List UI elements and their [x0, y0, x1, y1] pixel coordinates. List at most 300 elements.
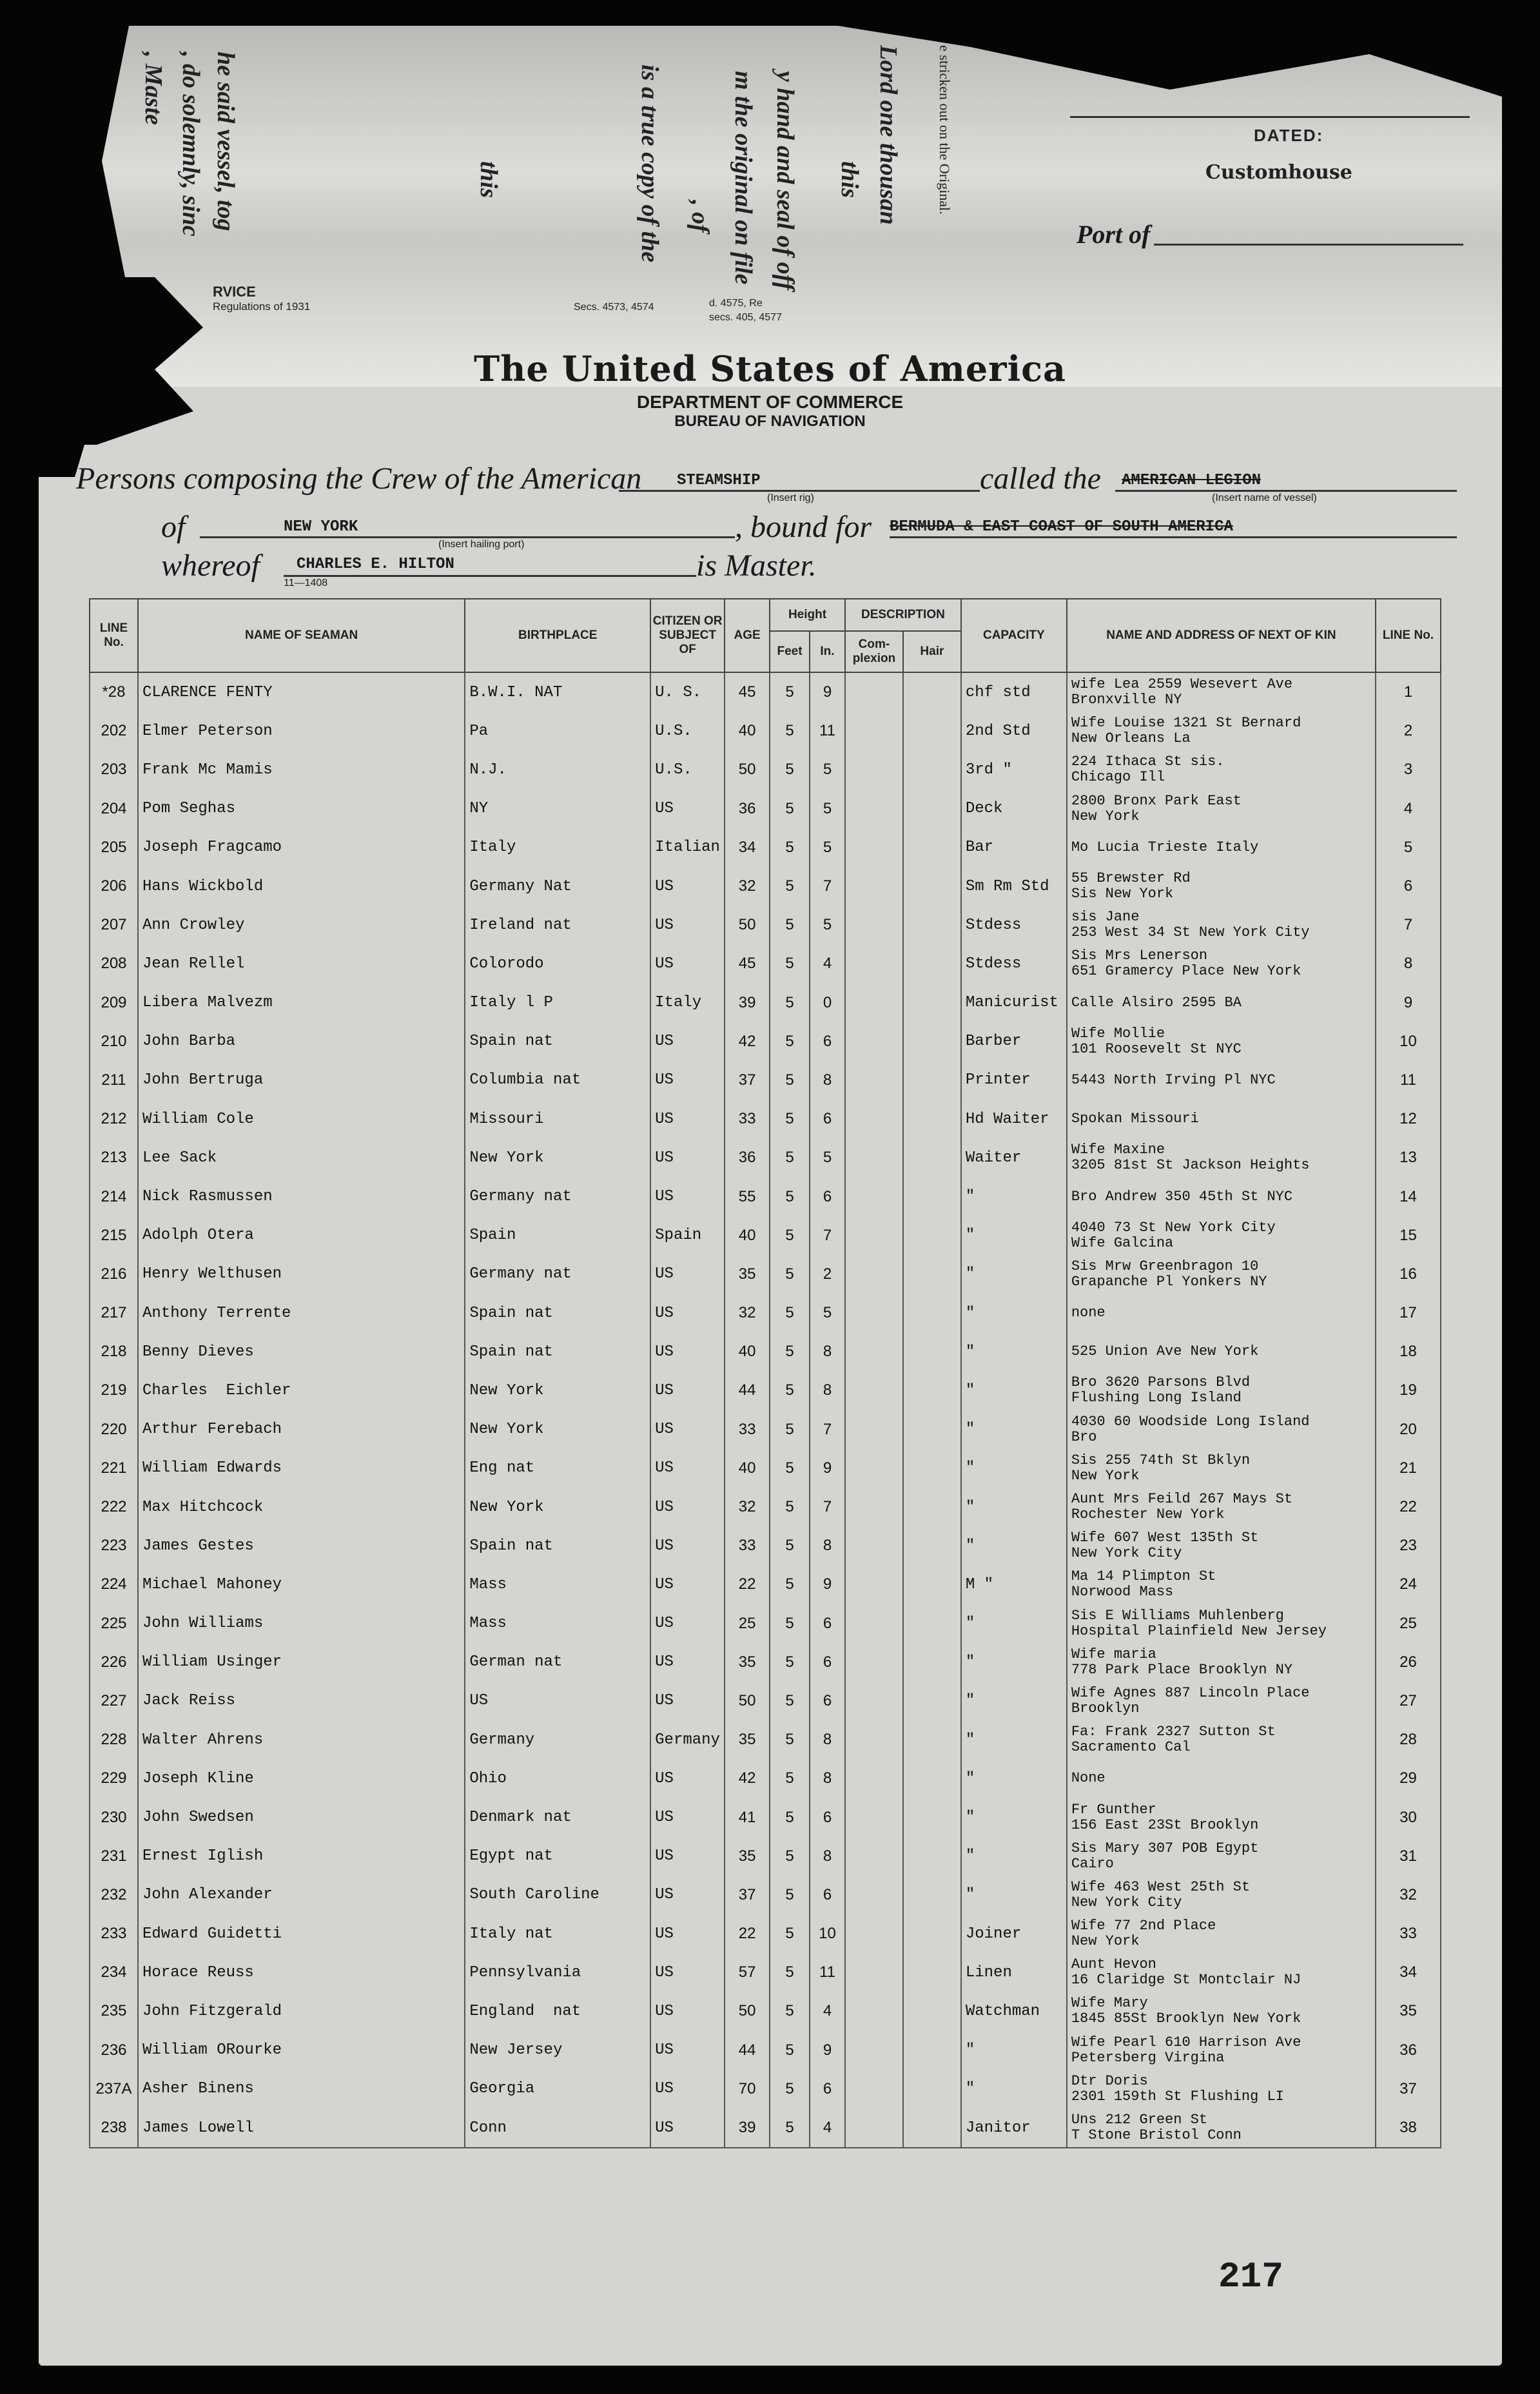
next-of-kin: Wife Louise 1321 St Bernard New Orleans La	[1067, 712, 1376, 750]
height-inches: 8	[810, 1061, 845, 1100]
line-number: 207	[90, 906, 138, 944]
hair	[903, 828, 961, 867]
age: 50	[725, 1682, 770, 1720]
next-of-kin: Mo Lucia Trieste Italy	[1067, 828, 1376, 867]
complexion	[845, 750, 903, 789]
crew-row	[90, 1565, 1441, 1604]
capacity: "	[961, 2031, 1067, 2070]
birthplace: Missouri	[465, 1100, 650, 1138]
capacity: "	[961, 1255, 1067, 1294]
height-feet: 5	[770, 1410, 810, 1449]
age: 37	[725, 1876, 770, 1914]
seaman-name: Joseph Fragcamo	[138, 828, 465, 867]
crew-row	[90, 1488, 1441, 1526]
citizenship: US	[650, 790, 725, 828]
height-inches: 5	[810, 828, 845, 867]
port-line	[200, 536, 735, 538]
line-number: 208	[90, 944, 138, 983]
next-of-kin: Calle Alsiro 2595 BA	[1067, 984, 1376, 1022]
age: 34	[725, 828, 770, 867]
birthplace: Denmark nat	[465, 1798, 650, 1836]
birthplace: Columbia nat	[465, 1061, 650, 1100]
height-feet: 5	[770, 1332, 810, 1371]
line-number-right: 23	[1376, 1526, 1441, 1565]
birthplace: Germany	[465, 1720, 650, 1759]
height-inches: 4	[810, 944, 845, 983]
citizenship: U.S.	[650, 712, 725, 750]
birthplace: Eng nat	[465, 1449, 650, 1488]
birthplace: B.W.I. NAT	[465, 672, 650, 712]
crew-row	[90, 1526, 1441, 1565]
line-number: 216	[90, 1255, 138, 1294]
hair	[903, 1837, 961, 1876]
height-inches: 8	[810, 1332, 845, 1371]
line-number-right: 13	[1376, 1138, 1441, 1177]
height-inches: 9	[810, 672, 845, 712]
col-inches: In.	[810, 631, 845, 672]
height-inches: 6	[810, 1682, 845, 1720]
hair	[903, 1100, 961, 1138]
birthplace: Germany nat	[465, 1255, 650, 1294]
birthplace: Colorodo	[465, 944, 650, 983]
oath-fragment: , of	[687, 200, 714, 233]
crew-row	[90, 1914, 1441, 1953]
line-number: 237A	[90, 2070, 138, 2108]
complexion	[845, 1410, 903, 1449]
next-of-kin: Sis Mrs Lenerson 651 Gramercy Place New York	[1067, 944, 1376, 983]
height-inches: 5	[810, 1294, 845, 1332]
height-feet: 5	[770, 1798, 810, 1836]
birthplace: England nat	[465, 1992, 650, 2030]
complexion	[845, 944, 903, 983]
birthplace: German nat	[465, 1643, 650, 1682]
height-feet: 5	[770, 1643, 810, 1682]
citizenship: Italy	[650, 984, 725, 1022]
capacity: Janitor	[961, 2108, 1067, 2148]
age: 40	[725, 1449, 770, 1488]
citizenship: US	[650, 1914, 725, 1953]
complexion	[845, 1720, 903, 1759]
birthplace: New York	[465, 1138, 650, 1177]
complexion	[845, 1953, 903, 1992]
hair	[903, 1332, 961, 1371]
line-number-right: 14	[1376, 1177, 1441, 1216]
capacity: Stdess	[961, 944, 1067, 983]
line-number-right: 25	[1376, 1604, 1441, 1643]
line-number: 238	[90, 2108, 138, 2148]
heading-title: The United States of America	[473, 348, 1067, 389]
citizenship: US	[650, 944, 725, 983]
port-hint: (Insert hailing port)	[438, 539, 525, 550]
age: 35	[725, 1837, 770, 1876]
col-hair: Hair	[903, 631, 961, 672]
master-name: CHARLES E. HILTON	[297, 556, 454, 573]
citizenship: US	[650, 1294, 725, 1332]
height-feet: 5	[770, 1294, 810, 1332]
birthplace: New Jersey	[465, 2031, 650, 2070]
citizenship: US	[650, 2031, 725, 2070]
crew-row	[90, 944, 1441, 983]
complexion	[845, 1759, 903, 1798]
height-feet: 5	[770, 1992, 810, 2030]
age: 39	[725, 984, 770, 1022]
seaman-name: Walter Ahrens	[138, 1720, 465, 1759]
seaman-name: John Fitzgerald	[138, 1992, 465, 2030]
next-of-kin: Fr Gunther 156 East 23St Brooklyn	[1067, 1798, 1376, 1836]
age: 36	[725, 790, 770, 828]
capacity: chf std	[961, 672, 1067, 712]
seaman-name: Michael Mahoney	[138, 1565, 465, 1604]
height-feet: 5	[770, 1255, 810, 1294]
form-number: 11—1408	[284, 578, 328, 589]
height-feet: 5	[770, 1720, 810, 1759]
line-number-right: 24	[1376, 1565, 1441, 1604]
citizenship: US	[650, 1759, 725, 1798]
line-number-right: 9	[1376, 984, 1441, 1022]
line-number: 219	[90, 1371, 138, 1410]
birthplace: South Caroline	[465, 1876, 650, 1914]
form-heading	[0, 348, 1540, 431]
height-feet: 5	[770, 712, 810, 750]
height-feet: 5	[770, 1100, 810, 1138]
age: 36	[725, 1138, 770, 1177]
birthplace: Germany nat	[465, 1177, 650, 1216]
capacity: "	[961, 1876, 1067, 1914]
age: 32	[725, 1488, 770, 1526]
complexion	[845, 1604, 903, 1643]
oath-fragment: e stricken out on the Original.	[937, 45, 953, 215]
height-inches: 8	[810, 1759, 845, 1798]
age: 42	[725, 1759, 770, 1798]
seaman-name: Max Hitchcock	[138, 1488, 465, 1526]
birthplace: Pennsylvania	[465, 1953, 650, 1992]
next-of-kin: Wife 77 2nd Place New York	[1067, 1914, 1376, 1953]
line-number: 230	[90, 1798, 138, 1836]
seaman-name: Elmer Peterson	[138, 712, 465, 750]
citizenship: Spain	[650, 1216, 725, 1255]
crew-row	[90, 1798, 1441, 1836]
capacity: Stdess	[961, 906, 1067, 944]
citizenship: U. S.	[650, 672, 725, 712]
line-number-right: 36	[1376, 2031, 1441, 2070]
next-of-kin: Sis 255 74th St Bklyn New York	[1067, 1449, 1376, 1488]
birthplace: Conn	[465, 2108, 650, 2148]
seaman-name: Asher Binens	[138, 2070, 465, 2108]
capacity: "	[961, 1177, 1067, 1216]
called-label: called the	[980, 462, 1101, 496]
seaman-name: Joseph Kline	[138, 1759, 465, 1798]
age: 55	[725, 1177, 770, 1216]
age: 39	[725, 2108, 770, 2148]
height-feet: 5	[770, 984, 810, 1022]
capacity: Linen	[961, 1953, 1067, 1992]
line-number: 232	[90, 1876, 138, 1914]
citizenship: US	[650, 1371, 725, 1410]
line-number-right: 20	[1376, 1410, 1441, 1449]
height-inches: 5	[810, 790, 845, 828]
sections-label: d. 4575, Re	[709, 298, 763, 309]
dated-label: DATED:	[1254, 126, 1324, 145]
oath-fragment: m the original on file	[730, 71, 757, 285]
crew-row	[90, 1022, 1441, 1061]
birthplace: Spain nat	[465, 1022, 650, 1061]
line-number-right: 3	[1376, 750, 1441, 789]
crew-row	[90, 1449, 1441, 1488]
age: 33	[725, 1100, 770, 1138]
line-number: 202	[90, 712, 138, 750]
next-of-kin: Wife maria 778 Park Place Brooklyn NY	[1067, 1643, 1376, 1682]
port-of-line	[1154, 244, 1463, 246]
citizenship: US	[650, 1526, 725, 1565]
hair	[903, 1604, 961, 1643]
line-number: 231	[90, 1837, 138, 1876]
complexion	[845, 1565, 903, 1604]
complexion	[845, 1255, 903, 1294]
complexion	[845, 1371, 903, 1410]
line-number-right: 28	[1376, 1720, 1441, 1759]
hair	[903, 1914, 961, 1953]
height-feet: 5	[770, 906, 810, 944]
oath-fragment: this	[836, 161, 863, 199]
capacity: "	[961, 2070, 1067, 2108]
crew-row	[90, 2031, 1441, 2070]
hair	[903, 1022, 961, 1061]
age: 44	[725, 2031, 770, 2070]
capacity: "	[961, 1682, 1067, 1720]
capacity: "	[961, 1526, 1067, 1565]
citizenship: US	[650, 1992, 725, 2030]
complexion	[845, 1488, 903, 1526]
seaman-name: Lee Sack	[138, 1138, 465, 1177]
hair	[903, 984, 961, 1022]
citizenship: US	[650, 1410, 725, 1449]
capacity: Sm Rm Std	[961, 867, 1067, 906]
rig-line	[619, 490, 980, 492]
age: 50	[725, 906, 770, 944]
height-inches: 7	[810, 1216, 845, 1255]
birthplace: Spain	[465, 1216, 650, 1255]
crew-row	[90, 1255, 1441, 1294]
height-inches: 0	[810, 984, 845, 1022]
capacity: Joiner	[961, 1914, 1067, 1953]
birthplace: N.J.	[465, 750, 650, 789]
complexion	[845, 1643, 903, 1682]
crew-row	[90, 1138, 1441, 1177]
col-next-of-kin: NAME AND ADDRESS OF NEXT OF KIN	[1067, 599, 1376, 672]
height-feet: 5	[770, 1526, 810, 1565]
hailing-port: NEW YORK	[284, 518, 358, 536]
crew-table	[89, 598, 1441, 2148]
next-of-kin: sis Jane 253 West 34 St New York City	[1067, 906, 1376, 944]
birthplace: Italy l P	[465, 984, 650, 1022]
complexion	[845, 867, 903, 906]
height-feet: 5	[770, 1216, 810, 1255]
capacity: "	[961, 1410, 1067, 1449]
crew-row	[90, 828, 1441, 867]
next-of-kin: none	[1067, 1294, 1376, 1332]
complexion	[845, 1449, 903, 1488]
master-line	[284, 575, 696, 577]
next-of-kin: 2800 Bronx Park East New York	[1067, 790, 1376, 828]
citizenship: US	[650, 1798, 725, 1836]
whereof-label: whereof	[161, 549, 260, 583]
seaman-name: Horace Reuss	[138, 1953, 465, 1992]
citizenship: US	[650, 1876, 725, 1914]
crew-row	[90, 1682, 1441, 1720]
height-inches: 9	[810, 1565, 845, 1604]
line-number: 209	[90, 984, 138, 1022]
height-feet: 5	[770, 944, 810, 983]
age: 40	[725, 1216, 770, 1255]
seaman-name: William Edwards	[138, 1449, 465, 1488]
hair	[903, 906, 961, 944]
complexion	[845, 1798, 903, 1836]
col-capacity: CAPACITY	[961, 599, 1067, 672]
line-number-right: 21	[1376, 1449, 1441, 1488]
height-inches: 4	[810, 2108, 845, 2148]
next-of-kin: Aunt Mrs Feild 267 Mays St Rochester New York	[1067, 1488, 1376, 1526]
hair	[903, 944, 961, 983]
citizenship: Germany	[650, 1720, 725, 1759]
line-number: 225	[90, 1604, 138, 1643]
line-number-right: 4	[1376, 790, 1441, 828]
next-of-kin: 224 Ithaca St sis. Chicago Ill	[1067, 750, 1376, 789]
line-number: 206	[90, 867, 138, 906]
col-name: NAME OF SEAMAN	[138, 599, 465, 672]
line-number-right: 10	[1376, 1022, 1441, 1061]
citizenship: US	[650, 1022, 725, 1061]
capacity: "	[961, 1837, 1067, 1876]
birthplace: New York	[465, 1410, 650, 1449]
next-of-kin: Spokan Missouri	[1067, 1100, 1376, 1138]
next-of-kin: 4030 60 Woodside Long Island Bro	[1067, 1410, 1376, 1449]
capacity: "	[961, 1294, 1067, 1332]
crew-row	[90, 1294, 1441, 1332]
oath-fragment: , do solemnly, sinc	[177, 52, 204, 237]
hair	[903, 867, 961, 906]
vessel-name-line	[1115, 490, 1457, 492]
line-number-right: 5	[1376, 828, 1441, 867]
crew-row	[90, 1720, 1441, 1759]
birthplace: Pa	[465, 712, 650, 750]
line-number: 233	[90, 1914, 138, 1953]
next-of-kin: Wife 607 West 135th St New York City	[1067, 1526, 1376, 1565]
complexion	[845, 1216, 903, 1255]
crew-row	[90, 906, 1441, 944]
seaman-name: Libera Malvezm	[138, 984, 465, 1022]
line-number-right: 38	[1376, 2108, 1441, 2148]
height-inches: 11	[810, 1953, 845, 1992]
line-number-right: 6	[1376, 867, 1441, 906]
birthplace: NY	[465, 790, 650, 828]
hair	[903, 672, 961, 712]
height-inches: 6	[810, 1100, 845, 1138]
next-of-kin: Sis Mary 307 POB Egypt Cairo	[1067, 1837, 1376, 1876]
birthplace: Mass	[465, 1565, 650, 1604]
crew-row	[90, 867, 1441, 906]
crew-row	[90, 1643, 1441, 1682]
seaman-name: Charles Eichler	[138, 1371, 465, 1410]
next-of-kin: Ma 14 Plimpton St Norwood Mass	[1067, 1565, 1376, 1604]
age: 40	[725, 1332, 770, 1371]
height-inches: 7	[810, 1488, 845, 1526]
line-number-right: 30	[1376, 1798, 1441, 1836]
seaman-name: Adolph Otera	[138, 1216, 465, 1255]
height-feet: 5	[770, 1953, 810, 1992]
complexion	[845, 1992, 903, 2030]
next-of-kin: Wife Maxine 3205 81st St Jackson Heights	[1067, 1138, 1376, 1177]
seaman-name: Pom Seghas	[138, 790, 465, 828]
hair	[903, 1449, 961, 1488]
bound-label: , bound for	[735, 510, 872, 544]
hair	[903, 712, 961, 750]
hair	[903, 2108, 961, 2148]
line-number: 211	[90, 1061, 138, 1100]
destination-line	[890, 536, 1457, 538]
line-number-right: 8	[1376, 944, 1441, 983]
height-inches: 8	[810, 1371, 845, 1410]
capacity: "	[961, 1759, 1067, 1798]
sections-label: Secs. 4573, 4574	[574, 302, 654, 313]
line-number: 221	[90, 1449, 138, 1488]
vessel-rig: STEAMSHIP	[677, 472, 761, 489]
capacity: 2nd Std	[961, 712, 1067, 750]
height-feet: 5	[770, 1604, 810, 1643]
capacity: Watchman	[961, 1992, 1067, 2030]
height-inches: 6	[810, 1798, 845, 1836]
line-number-right: 26	[1376, 1643, 1441, 1682]
seaman-name: Hans Wickbold	[138, 867, 465, 906]
height-inches: 10	[810, 1914, 845, 1953]
hair	[903, 1643, 961, 1682]
hair	[903, 1953, 961, 1992]
age: 37	[725, 1061, 770, 1100]
line-number-right: 37	[1376, 2070, 1441, 2108]
complexion	[845, 2070, 903, 2108]
age: 45	[725, 672, 770, 712]
capacity: Bar	[961, 828, 1067, 867]
line-number: 210	[90, 1022, 138, 1061]
line-number: 226	[90, 1643, 138, 1682]
crew-row	[90, 984, 1441, 1022]
citizenship: US	[650, 1177, 725, 1216]
next-of-kin: Dtr Doris 2301 159th St Flushing LI	[1067, 2070, 1376, 2108]
crew-row	[90, 2108, 1441, 2148]
capacity: M "	[961, 1565, 1067, 1604]
oath-fragment: he said vessel, tog	[212, 52, 239, 231]
height-inches: 2	[810, 1255, 845, 1294]
age: 25	[725, 1604, 770, 1643]
hair	[903, 1720, 961, 1759]
birthplace: New York	[465, 1488, 650, 1526]
seaman-name: John Williams	[138, 1604, 465, 1643]
capacity: Manicurist	[961, 984, 1067, 1022]
line-number: 217	[90, 1294, 138, 1332]
line-number: 227	[90, 1682, 138, 1720]
complexion	[845, 1100, 903, 1138]
height-inches: 11	[810, 712, 845, 750]
hair	[903, 1294, 961, 1332]
complexion	[845, 712, 903, 750]
crew-row	[90, 712, 1441, 750]
vessel-hint: (Insert name of vessel)	[1212, 492, 1317, 503]
next-of-kin: 4040 73 St New York City Wife Galcina	[1067, 1216, 1376, 1255]
seaman-name: John Bertruga	[138, 1061, 465, 1100]
line-number-right: 17	[1376, 1294, 1441, 1332]
birthplace: Germany Nat	[465, 867, 650, 906]
crew-row	[90, 1177, 1441, 1216]
complexion	[845, 1876, 903, 1914]
